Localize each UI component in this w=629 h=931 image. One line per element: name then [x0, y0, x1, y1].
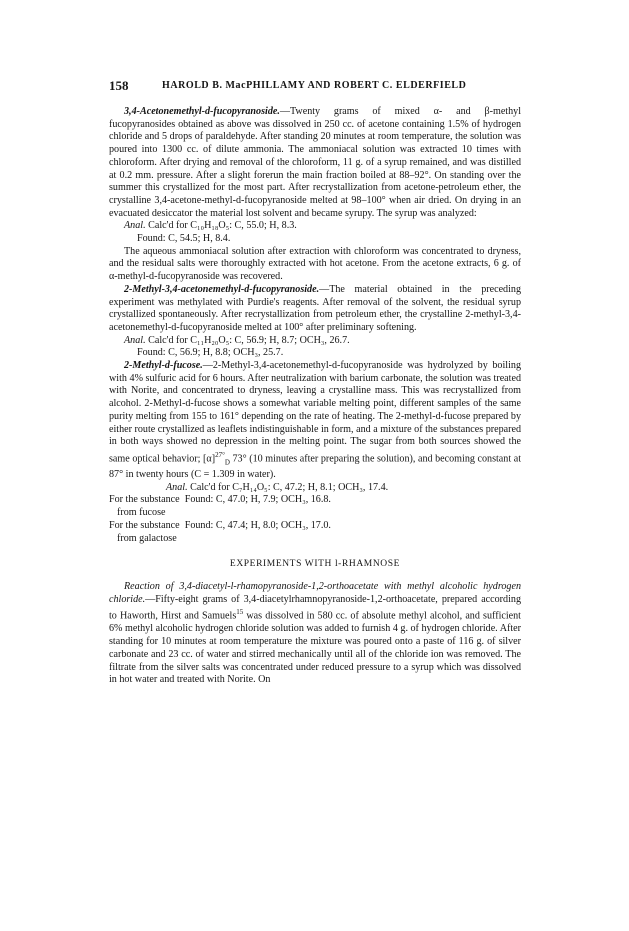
- paragraph-text-continued: 73° (10 minutes after preparing the solution), and becoming constant at 87° in twenty hours (C = 1.309 in water).: [109, 453, 522, 481]
- anal-calc-text: Calc'd for C₁₁H₂₀O₅: C, 56.9; H, 8.7; OCH₃, 26.7.: [148, 334, 350, 346]
- analysis-found-galactose: [109, 520, 521, 533]
- paragraph-heading: 3,4-Acetonemethyl-d-fucopyranoside.: [124, 106, 280, 117]
- substance-source: from galactose: [117, 532, 177, 544]
- paragraph-text: —Twenty grams of mixed α- and β-methyl fucopyranosides obtained as above was dissolved in 250 cc. of acetone containing 1.5% of hydrogen chloride and 5 drops of paraldehyde. After standing 20 minutes at room temperature, the solution was poured into 1300 cc. of dilute ammonia. The ammoniacal solution was extracted 10 times with chloroform. After drying and removal of the chloroform, 11 g. of a syrup remained, and was distilled at 0.2 mm. pressure. After a slight forerun the main fraction boiled at 88–92°. On standing over the summer this crystallized for the most part. After recrystallization from acetone-petroleum ether, the crystalline 3,4-acetone-methyl-d-fucopyranoside melted at 98–100° when air dried. On drying in an evacuated desiccator the material lost solvent and became syrupy. The syrup was analyzed:: [109, 106, 521, 219]
- paragraph-methyl-fucose: [109, 360, 521, 482]
- footnote-ref: 15: [236, 608, 244, 617]
- page-number: 158: [109, 78, 129, 93]
- paragraph-text: —Fifty-eight grams of 3,4-diacetylrhamnopyranoside-1,2-orthoacetate, prepared according to Haworth, Hirst and Samuels: [109, 593, 521, 622]
- anal-label: Anal.: [124, 220, 146, 232]
- substance-source: from fucose: [117, 507, 166, 519]
- running-title: HAROLD B. MacPHILLAMY AND ROBERT C. ELDERFIELD: [162, 80, 467, 91]
- analysis-calc: [109, 335, 521, 348]
- paragraph-heading: 2-Methyl-3,4-acetonemethyl-d-fucopyranoside.: [124, 283, 320, 295]
- page-header: [109, 78, 509, 94]
- paragraph-text-continued: was dissolved in 580 cc. of absolute methyl alcohol, and sufficient 6% methyl alcoholic hydrogen chloride solution was added to furnish 4 g. of hydrogen chloride. After standing for 10 minutes at room temperature the mixture was poured onto a paste of 116 g. of silver carbonate and 23 cc. of water and stirred mechanically until all of the chloride ion was removed. The filtrate from the silver salts was concentrated under reduced pressure to a syrup which was dissolved in hot water and treated with Norite. On: [109, 610, 521, 686]
- paragraph-heading: Reaction of 3,4-diacetyl-l-rhamopyranoside-1,2-orthoacetate with methyl alcoholic hydrogen chloride.: [109, 580, 521, 605]
- anal-label: Anal.: [166, 481, 188, 493]
- anal-calc-text: Calc'd for C₁₀H₁₈O₅: C, 55.0; H, 8.3.: [148, 220, 297, 232]
- analysis-found: Found: C, 56.9; H, 8.8; OCH₃, 25.7.: [137, 347, 284, 359]
- substance-label: For the substance: [109, 519, 180, 531]
- paragraph-text: —2-Methyl-3,4-acetonemethyl-d-fucopyranoside was hydrolyzed by boiling with 4% sulfuric acid for 6 hours. After neutralization with barium carbonate, the solution was treated with Norite, and concentrated to dryness, leaving a crystalline mass. This was recrystallized from alcohol. 2-Methyl-d-fucose shows a somewhat variable melting point, different samples of the same purity melting from 155 to 161° depending on the rate of heating. The 2-methyl-d-fucose prepared by either route crystallized as leaflets indistinguishable in form, and a mixture of the substances prepared in both ways showed no depression in the melting point. The sugar from both sources showed the same optical behavior; [α]: [109, 360, 521, 465]
- page-body: [109, 106, 521, 687]
- paragraph-aqueous: The aqueous ammoniacal solution after extraction with chloroform was concentrated to dryness, and the residual salts were thoroughly extracted with hot acetone. From the acetone extracts, 6 g. of α-methyl-d-fucopyranoside was recovered.: [109, 245, 521, 283]
- found-text: Found: C, 47.0; H, 7.9; OCH₃, 16.8.: [184, 494, 331, 506]
- rotation-line: D: [224, 458, 230, 467]
- found-text: Found: C, 47.4; H, 8.0; OCH₃, 17.0.: [184, 519, 331, 531]
- paragraph-rhamnose-reaction: [109, 581, 521, 687]
- paragraph-text: —The material obtained in the preceding experiment was methylated with Purdie's reagents. After removal of the solvent, the residual syrup crystallized spontaneously. After recrystallization from petroleum ether, the crystalline 2-methyl-3,4-acetonemethyl-d-fucopyranoside melted at 100° after preliminary softening.: [109, 283, 521, 333]
- rotation-temperature: 27°: [215, 450, 225, 459]
- analysis-calc: [109, 482, 521, 495]
- section-heading: EXPERIMENTS WITH l-RHAMNOSE: [229, 559, 401, 570]
- anal-calc-text: Calc'd for C₇H₁₄O₅: C, 47.2; H, 8.1; OCH₃, 17.4.: [190, 481, 389, 493]
- anal-label: Anal.: [124, 334, 146, 346]
- analysis-found-fucose: [109, 494, 521, 507]
- paragraph-acetonemethyl: [109, 106, 521, 220]
- paragraph-heading: 2-Methyl-d-fucose.: [124, 360, 203, 372]
- substance-label: For the substance: [109, 494, 180, 506]
- paragraph-methyl-acetonemethyl: [109, 284, 521, 335]
- analysis-calc: [109, 220, 521, 233]
- analysis-found: Found: C, 54.5; H, 8.4.: [137, 233, 231, 245]
